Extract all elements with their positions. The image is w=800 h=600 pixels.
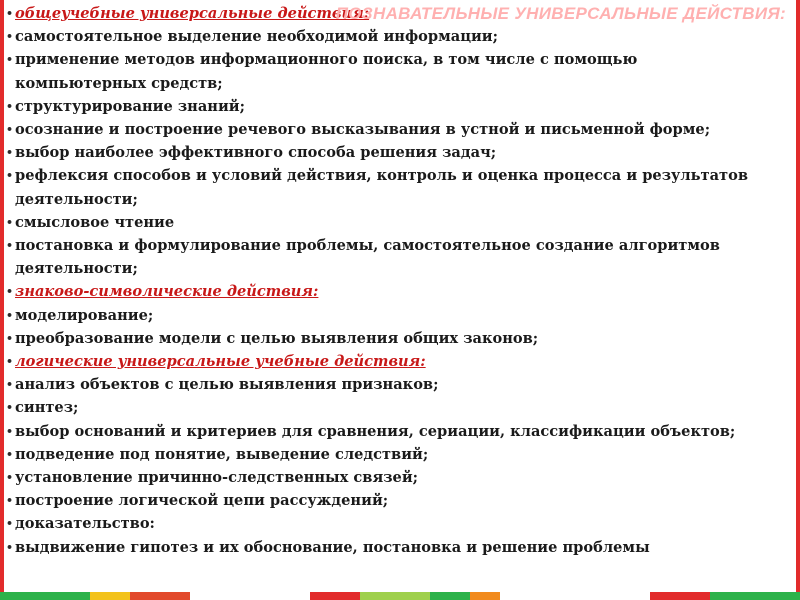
bullet-icon: •	[6, 471, 14, 485]
line-text: преобразование модели с целью выявления общих законов;	[15, 329, 539, 347]
line-text: выбор наиболее эффективного способа решения задач;	[15, 144, 497, 162]
bullet-icon: •	[6, 53, 14, 67]
bullet-icon: •	[6, 146, 14, 160]
line-text: рефлексия способов и условий действия, контроль и оценка процесса и результатов	[15, 167, 748, 185]
bullet-icon: •	[6, 7, 14, 20]
line-text: логические универсальные учебные действия:	[15, 353, 426, 371]
bullet-icon: •	[6, 355, 14, 369]
section-heading	[6, 350, 795, 373]
strip-segment	[130, 592, 190, 600]
bullet-icon: •	[6, 540, 14, 554]
line-text: установление причинно-следственных связей;	[15, 469, 419, 487]
line-text: постановка и формулирование проблемы, самостоятельное создание алгоритмов	[15, 237, 720, 255]
bullet-icon: •	[6, 447, 14, 461]
bullet-icon: •	[6, 123, 14, 137]
line-text: знаково-символические действия:	[15, 283, 319, 301]
line-text: деятельности;	[15, 260, 138, 278]
strip-segment	[430, 592, 470, 600]
bullet-icon: •	[6, 99, 14, 113]
line-text: применение методов информационного поиска, в том числе с помощью	[15, 51, 638, 69]
list-item	[13, 72, 795, 95]
list-item	[6, 211, 795, 234]
line-text: выбор оснований и критериев для сравнения, сериации, классификации объектов;	[15, 422, 736, 440]
list-item	[6, 536, 795, 559]
bullet-icon: •	[6, 378, 14, 392]
slide-content	[6, 2, 795, 559]
line-text: выдвижение гипотез и их обоснование, постановка и решение проблемы	[15, 538, 650, 556]
list-item	[6, 141, 795, 164]
bullet-icon: •	[6, 517, 14, 531]
list-item	[6, 396, 795, 419]
strip-segment	[470, 592, 500, 600]
list-item	[6, 95, 795, 118]
line-text: доказательство:	[15, 515, 155, 533]
slide-title: ПОЗНАВАТЕЛЬНЫЕ УНИВЕРСАЛЬНЫЕ ДЕЙСТВИЯ:	[335, 4, 786, 23]
strip-segment	[0, 592, 90, 600]
section-heading	[6, 280, 795, 303]
line-text: подведение под понятие, выведение следствий;	[15, 445, 429, 463]
list-item	[6, 164, 795, 187]
list-item	[6, 304, 795, 327]
line-text: структурирование знаний;	[15, 97, 246, 115]
list-item	[13, 188, 795, 211]
strip-segment	[500, 592, 650, 600]
line-text: общеучебные универсальные действия:	[15, 5, 370, 22]
bullet-icon: •	[6, 285, 14, 299]
bullet-icon: •	[6, 424, 14, 438]
line-text: анализ объектов с целью выявления признаков;	[15, 376, 439, 394]
list-item	[6, 512, 795, 535]
strip-segment	[360, 592, 430, 600]
line-text: синтез;	[15, 399, 79, 417]
line-text: построение логической цепи рассуждений;	[15, 492, 389, 510]
list-item	[6, 118, 795, 141]
list-item	[13, 257, 795, 280]
list-item	[6, 443, 795, 466]
list-item	[6, 48, 795, 71]
line-text: осознание и построение речевого высказывания в устной и письменной форме;	[15, 121, 711, 139]
bullet-icon: •	[6, 215, 14, 229]
strip-segment	[710, 592, 800, 600]
list-item	[6, 234, 795, 257]
bullet-icon: •	[6, 239, 14, 253]
strip-segment	[190, 592, 310, 600]
bullet-icon: •	[6, 30, 14, 44]
line-text: компьютерных средств;	[15, 74, 223, 92]
strip-segment	[650, 592, 710, 600]
list-item	[6, 420, 795, 443]
list-item	[6, 25, 795, 48]
line-text: самостоятельное выделение необходимой информации;	[15, 28, 499, 46]
strip-segment	[310, 592, 360, 600]
list-item	[6, 489, 795, 512]
line-text: смысловое чтение	[15, 213, 175, 231]
list-item	[6, 373, 795, 396]
line-text: деятельности;	[15, 190, 138, 208]
decorative-bottom-strip	[0, 592, 800, 600]
bullet-icon: •	[6, 401, 14, 415]
list-item	[6, 466, 795, 489]
bullet-icon: •	[6, 169, 14, 183]
bullet-icon: •	[6, 331, 14, 345]
list-item	[6, 327, 795, 350]
bullet-icon: •	[6, 494, 14, 508]
line-text: моделирование;	[15, 306, 154, 324]
bullet-icon: •	[6, 308, 14, 322]
strip-segment	[90, 592, 130, 600]
